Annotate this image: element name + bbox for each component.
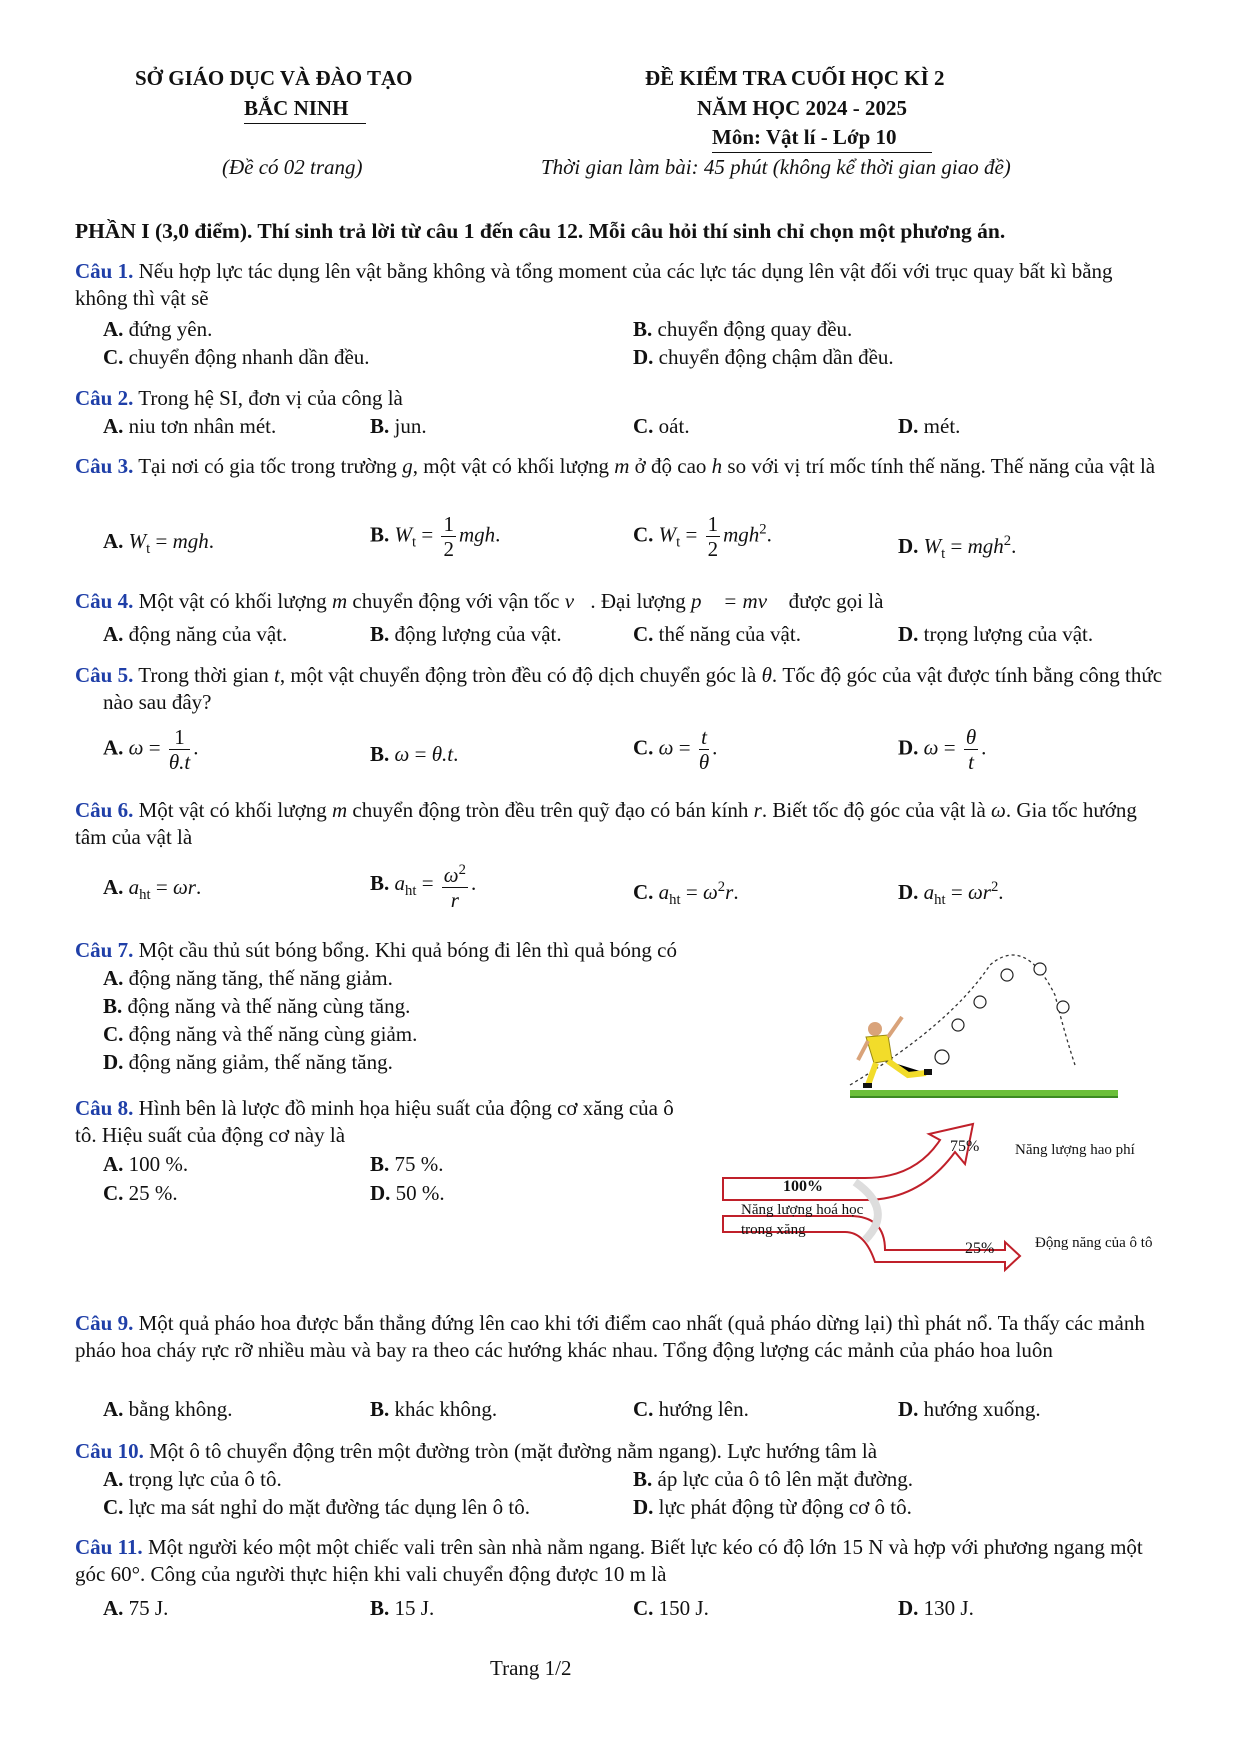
school-year: NĂM HỌC 2024 - 2025	[697, 96, 907, 120]
question-text: Hình bên là lược đồ minh họa hiệu suất của động cơ xăng của ô tô. Hiệu suất của động cơ này là	[75, 1096, 674, 1147]
q7-option-b[interactable]: B. động năng và thế năng cùng tăng.	[103, 994, 411, 1018]
q5-option-c[interactable]: C. ω = $\frac{t}{\theta}$ .	[633, 725, 718, 774]
question-7	[75, 937, 835, 964]
q7-option-d[interactable]: D. động năng giảm, thế năng tăng.	[103, 1050, 393, 1074]
q6-option-b[interactable]: B. $a_{ht}$ = $\frac{\omega^2}{r}$ .	[370, 858, 476, 912]
question-text: Nếu hợp lực tác dụng lên vật bằng không và tổng moment của các lực tác dụng lên vật đối với trục quay bất kì bằng không thì vật sẽ	[75, 259, 1113, 310]
question-5: Câu 5. Trong thời gian t, một vật chuyển động tròn đều có độ dịch chuyển góc là θ. Tốc độ góc của vật được tính bằng công thức nào sau đây?	[75, 663, 1163, 714]
subject-underline	[712, 152, 932, 153]
q1-option-c[interactable]: C. chuyển động nhanh dần đều.	[103, 345, 370, 369]
question-3: Câu 3. Tại nơi có gia tốc trong trường g, một vật có khối lượng m ở độ cao h so với vị trí mốc tính thế năng. Thế năng của vật là	[75, 454, 1156, 478]
question-text: Trong hệ SI, đơn vị của công là	[138, 386, 403, 410]
input-label-1: Năng lượng hoá học	[741, 1202, 864, 1218]
input-label-2: trong xăng	[741, 1222, 806, 1238]
q9-option-c[interactable]: C. hướng lên.	[633, 1397, 749, 1421]
q6-option-c[interactable]: C. $a_{ht} = \omega^2r$.	[633, 879, 739, 909]
q1-option-b[interactable]: B. chuyển động quay đều.	[633, 317, 853, 341]
q10-option-c[interactable]: C. lực ma sát nghỉ do mặt đường tác dụng lên ô tô.	[103, 1495, 530, 1519]
q11-option-d[interactable]: D. 130 J.	[898, 1596, 974, 1620]
q4-option-b[interactable]: B. động lượng của vật.	[370, 622, 562, 646]
question-text: Một quả pháo hoa được bắn thẳng đứng lên cao khi tới điểm cao nhất (quả pháo dừng lại) thì phát nổ. Ta thấy các mảnh pháo hoa cháy rực rỡ nhiều màu và bay ra theo các hướng khác nhau. Tổng động lượng các mảnh của pháo hoa luôn	[75, 1311, 1145, 1362]
department-name: SỞ GIÁO DỤC VÀ ĐÀO TẠO	[135, 66, 413, 90]
q2-option-a[interactable]: A. niu tơn nhân mét.	[103, 414, 277, 438]
q8-option-d[interactable]: D. 50 %.	[370, 1181, 445, 1205]
question-text: Một ô tô chuyển động trên một đường tròn (mặt đường nằm ngang). Lực hướng tâm là	[149, 1439, 878, 1463]
q7-option-c[interactable]: C. động năng và thế năng cùng giảm.	[103, 1022, 418, 1046]
q2-option-c[interactable]: C. oát.	[633, 414, 690, 438]
q1-option-d[interactable]: D. chuyển động chậm dần đều.	[633, 345, 894, 369]
q10-option-d[interactable]: D. lực phát động từ động cơ ô tô.	[633, 1495, 912, 1519]
useful-percent: 25%	[965, 1240, 995, 1257]
q3-option-c[interactable]: C. $W_t$ = $\frac{1}{2}$ mgh$^2$.	[633, 512, 772, 561]
waste-label: Năng lượng hao phí	[1015, 1142, 1135, 1158]
question-text: Một cầu thủ sút bóng bổng. Khi quả bóng đi lên thì quả bóng có	[138, 938, 677, 962]
q10-option-a[interactable]: A. trọng lực của ô tô.	[103, 1467, 282, 1491]
q3-option-d[interactable]: D. $W_t = mgh^2$.	[898, 533, 1017, 563]
question-label: Câu 2.	[75, 386, 134, 410]
q8-option-c[interactable]: C. 25 %.	[103, 1181, 178, 1205]
page-number: Trang 1/2	[490, 1656, 572, 1680]
province-name: BẮC NINH	[244, 96, 349, 120]
q7-option-a[interactable]: A. động năng tăng, thế năng giảm.	[103, 966, 393, 990]
q4-option-c[interactable]: C. thế năng của vật.	[633, 622, 801, 646]
q6-option-a[interactable]: A. $a_{ht} = \omega r$.	[103, 875, 202, 904]
question-8	[75, 1095, 700, 1149]
question-label: Câu 5.	[75, 663, 134, 687]
question-2	[75, 385, 1170, 412]
q5-option-b[interactable]: B. ω = θ.t.	[370, 742, 459, 766]
input-percent: 100%	[783, 1178, 823, 1195]
question-label: Câu 3.	[75, 454, 134, 478]
q2-option-b[interactable]: B. jun.	[370, 414, 427, 438]
q8-option-b[interactable]: B. 75 %.	[370, 1152, 444, 1176]
question-label: Câu 7.	[75, 938, 134, 962]
question-label: Câu 11.	[75, 1535, 143, 1559]
q6-option-d[interactable]: D. $a_{ht} = \omega r^2$.	[898, 879, 1004, 909]
q11-option-b[interactable]: B. 15 J.	[370, 1596, 435, 1620]
question-6: Câu 6. Một vật có khối lượng m chuyển động tròn đều trên quỹ đạo có bán kính r. Biết tốc độ góc của vật là ω. Gia tốc hướng tâm của vật là	[75, 798, 1137, 849]
question-label: Câu 10.	[75, 1439, 144, 1463]
question-label: Câu 1.	[75, 259, 134, 283]
waste-percent: 75%	[950, 1138, 980, 1155]
question-9	[75, 1310, 1170, 1364]
question-10	[75, 1438, 1170, 1465]
question-label: Câu 8.	[75, 1096, 134, 1120]
question-label: Câu 4.	[75, 589, 134, 613]
time-note: Thời gian làm bài: 45 phút (không kể thời gian giao đề)	[541, 155, 1011, 179]
q3-option-b[interactable]: B. $W_t$ = $\frac{1}{2}$ mgh.	[370, 512, 501, 561]
q9-option-b[interactable]: B. khác không.	[370, 1397, 498, 1421]
efficiency-diagram	[715, 1120, 1175, 1280]
question-label: Câu 9.	[75, 1311, 134, 1335]
q5-option-a[interactable]: A. ω = $\frac{1}{\theta.t}$ .	[103, 725, 199, 774]
q2-option-d[interactable]: D. mét.	[898, 414, 961, 438]
player-figure	[858, 1017, 932, 1088]
q8-option-a[interactable]: A. 100 %.	[103, 1152, 189, 1176]
subject-line: Môn: Vật lí - Lớp 10	[712, 125, 897, 149]
question-4: Câu 4. Một vật có khối lượng m chuyển động với vận tốc v⃗. Đại lượng p⃗ = mv⃗ được gọi là	[75, 589, 884, 613]
useful-label: Động năng của ô tô	[1035, 1235, 1153, 1251]
q1-option-a[interactable]: A. đứng yên.	[103, 317, 213, 341]
q11-option-c[interactable]: C. 150 J.	[633, 1596, 709, 1620]
q3-option-a[interactable]: A. $W_t$ = mgh.	[103, 529, 215, 558]
q9-option-d[interactable]: D. hướng xuống.	[898, 1397, 1041, 1421]
q4-option-d[interactable]: D. trọng lượng của vật.	[898, 622, 1094, 646]
q5-option-d[interactable]: D. ω = $\frac{\theta}{t}$ .	[898, 725, 987, 774]
q10-option-b[interactable]: B. áp lực của ô tô lên mặt đường.	[633, 1467, 913, 1491]
q11-option-a[interactable]: A. 75 J.	[103, 1596, 169, 1620]
question-label: Câu 6.	[75, 798, 134, 822]
province-underline	[244, 123, 366, 124]
page-count-note: (Đề có 02 trang)	[222, 155, 363, 179]
question-11: Câu 11. Một người kéo một một chiếc vali trên sàn nhà nằm ngang. Biết lực kéo có độ lớn 15 N và hợp với phương ngang một góc 60°. Công của người thực hiện khi vali chuyển động được 10 m là	[75, 1535, 1143, 1586]
exam-title: ĐỀ KIỂM TRA CUỐI HỌC KÌ 2	[645, 66, 945, 90]
section-heading: PHẦN I (3,0 điểm). Thí sinh trả lời từ câu 1 đến câu 12. Mỗi câu hỏi thí sinh chỉ chọn một phương án.	[75, 219, 1006, 243]
question-1	[75, 258, 1170, 312]
soccer-kick-illustration	[830, 945, 1120, 1100]
q9-option-a[interactable]: A. bằng không.	[103, 1397, 233, 1421]
q4-option-a[interactable]: A. động năng của vật.	[103, 622, 288, 646]
